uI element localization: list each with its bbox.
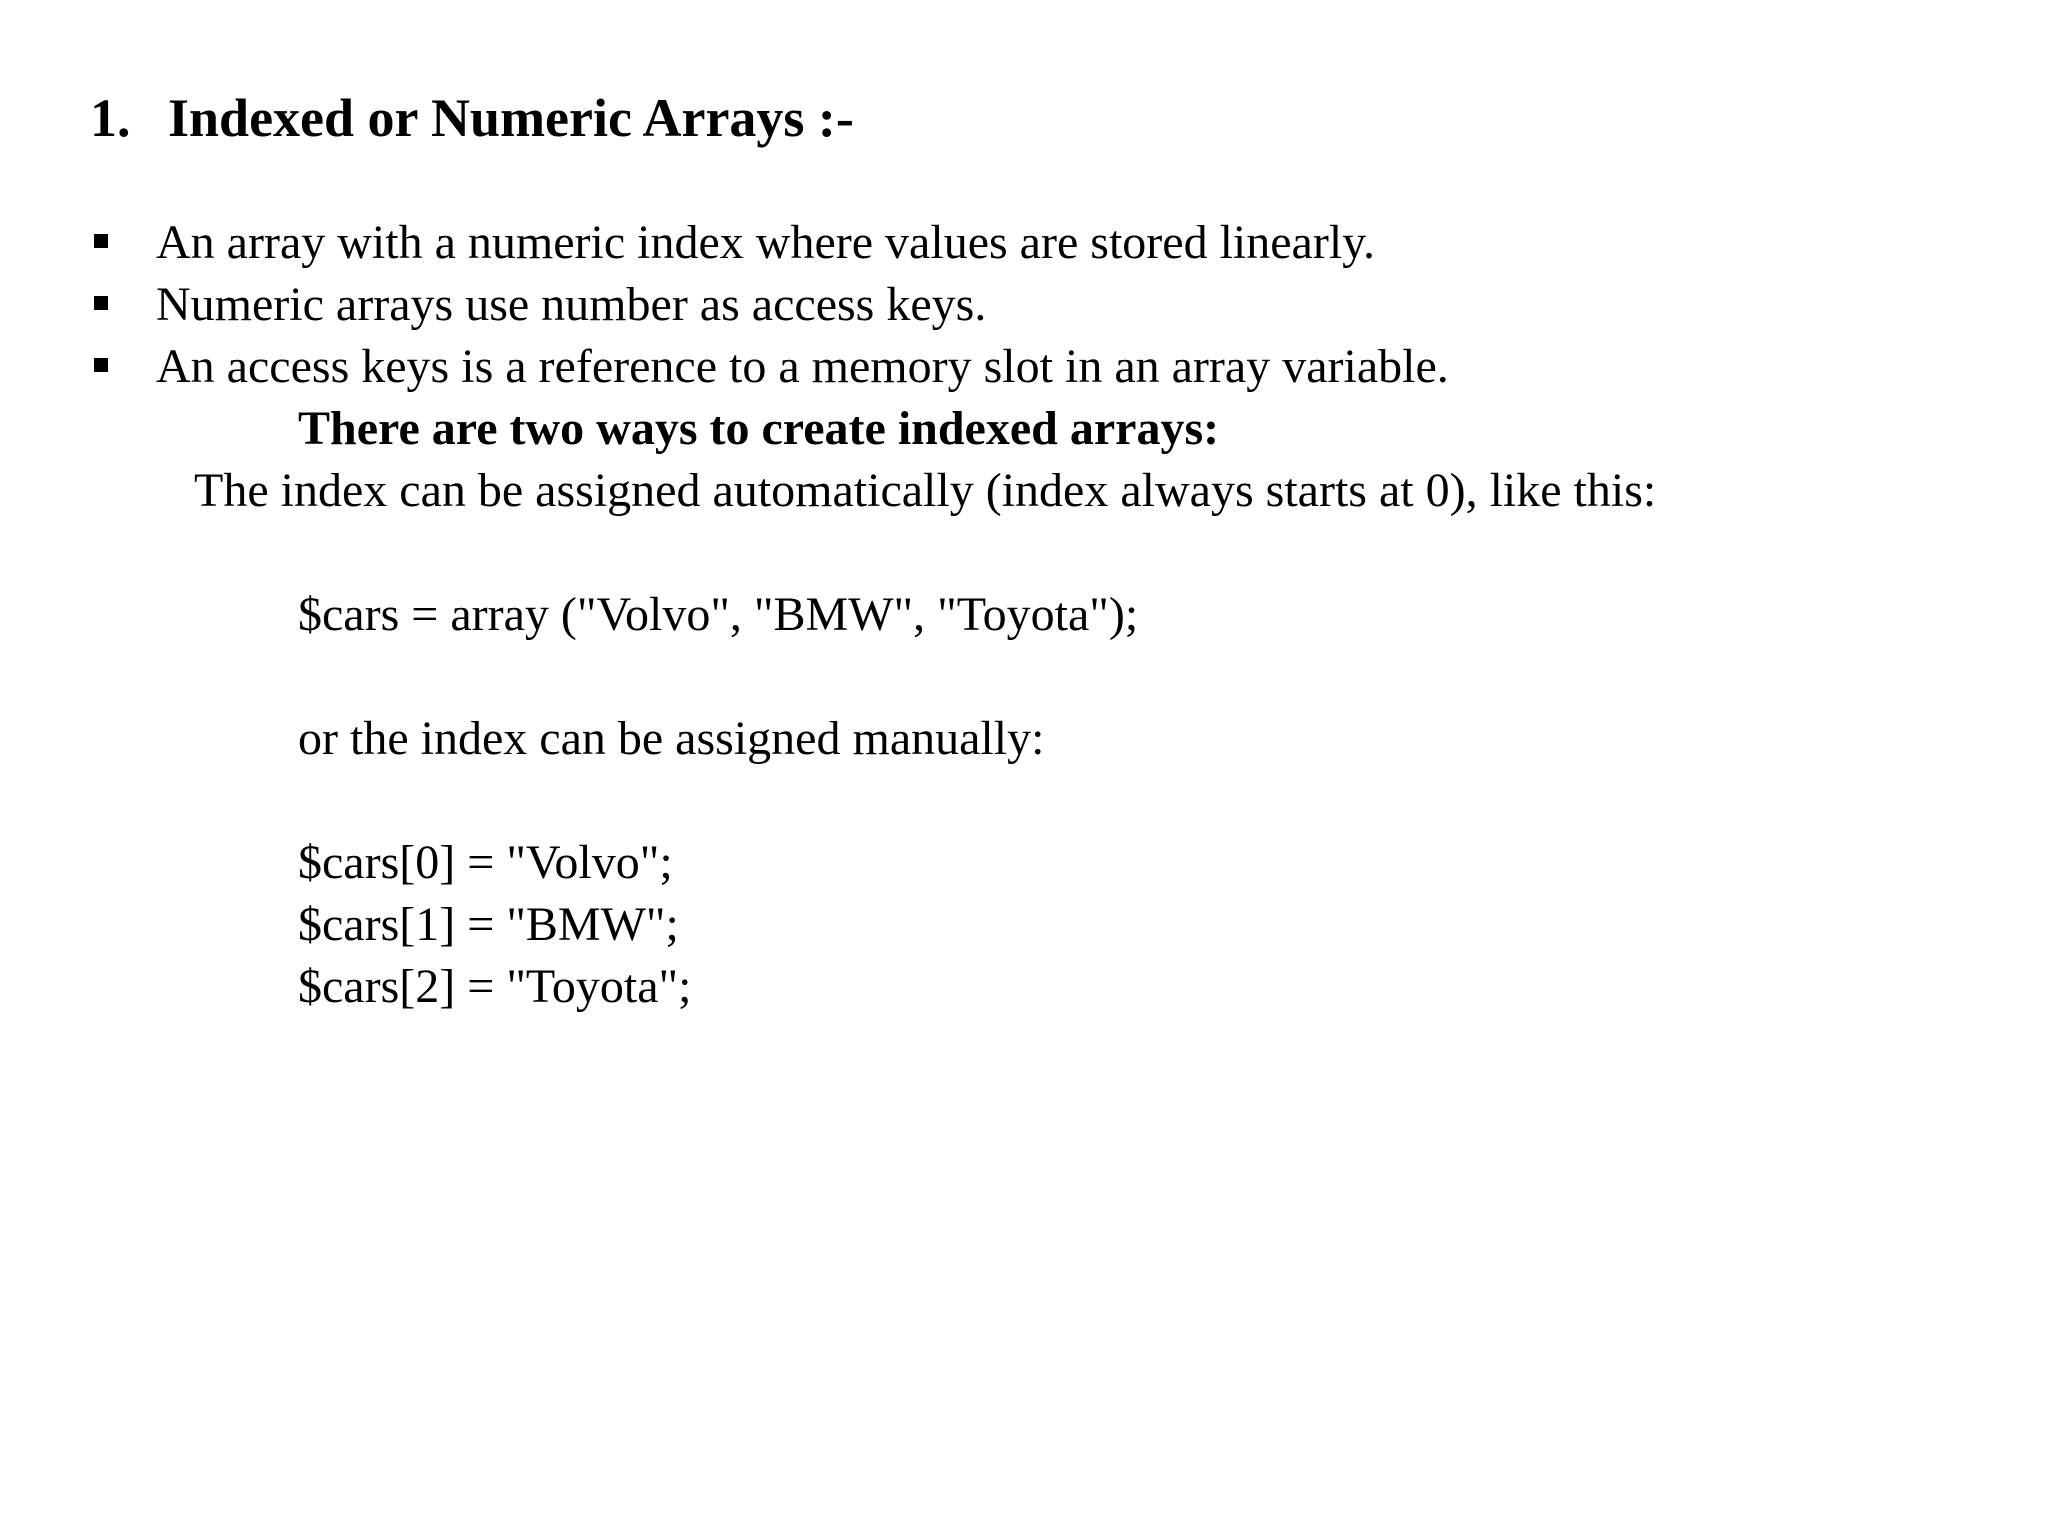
manual-index-intro: or the index can be assigned manually:: [298, 712, 1045, 765]
bullet-item: [90, 212, 1449, 274]
code-manual-line-1: $cars[1] = "BMW";: [298, 898, 679, 951]
subheading: There are two ways to create indexed arrays:: [298, 402, 1220, 455]
code-manual-line-2: $cars[2] = "Toyota";: [298, 960, 692, 1013]
bullet-item: [90, 274, 1449, 336]
bullet-list: [90, 212, 1449, 398]
heading-number: 1.: [90, 88, 131, 148]
square-bullet-icon: [94, 358, 108, 372]
bullet-text: An array with a numeric index where values are stored linearly.: [156, 216, 1376, 269]
square-bullet-icon: [94, 296, 108, 310]
bullet-text: Numeric arrays use number as access keys.: [156, 278, 987, 331]
code-manual-line-0: $cars[0] = "Volvo";: [298, 836, 673, 889]
bullet-text: An access keys is a reference to a memory slot in an array variable.: [156, 340, 1449, 393]
square-bullet-icon: [94, 234, 108, 248]
heading-title: Indexed or Numeric Arrays :-: [168, 88, 854, 148]
slide-heading: [90, 82, 854, 154]
auto-index-intro: The index can be assigned automatically (index always starts at 0), like this:: [194, 464, 1657, 517]
bullet-item: [90, 336, 1449, 398]
code-auto-index: $cars = array ("Volvo", "BMW", "Toyota");: [298, 588, 1139, 641]
